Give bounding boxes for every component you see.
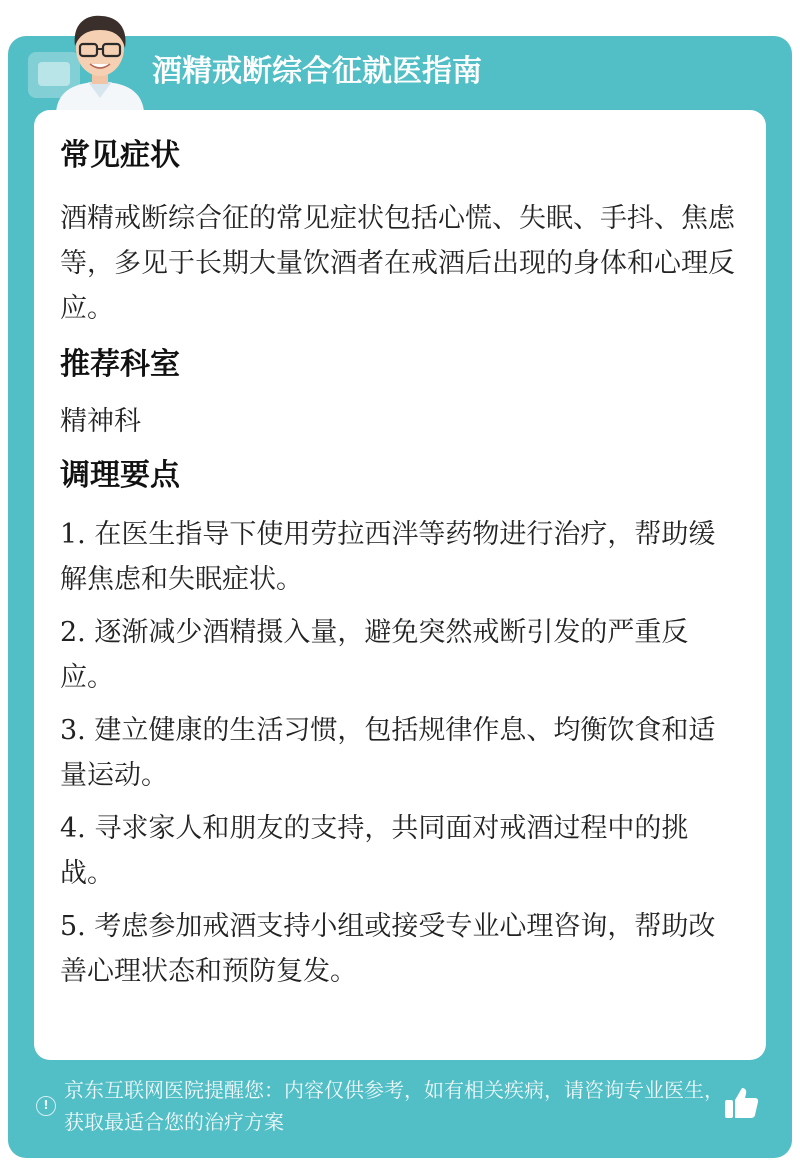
list-item [60, 806, 740, 896]
content-card [34, 110, 766, 1060]
list-item-text: 寻求家人和朋友的支持，共同面对戒酒过程中的挑战。 [60, 813, 689, 889]
symptoms-heading: 常见症状 [60, 138, 180, 173]
list-item-number: 1. [60, 519, 86, 550]
thumbs-up-icon[interactable] [722, 1084, 760, 1122]
list-item-number: 3. [60, 715, 86, 746]
page-title: 酒精戒断综合征就医指南 [152, 54, 482, 89]
list-item [60, 904, 740, 994]
care-heading: 调理要点 [60, 458, 180, 493]
list-item [60, 708, 740, 798]
list-item [60, 610, 740, 700]
list-item-number: 2. [60, 617, 86, 648]
care-list [60, 512, 740, 994]
symptoms-text: 酒精戒断综合征的常见症状包括心慌、失眠、手抖、焦虑等，多见于长期大量饮酒者在戒酒后出现的身体和心理反应。 [60, 203, 735, 324]
doctor-avatar-icon [48, 8, 152, 112]
info-icon: ! [36, 1096, 56, 1116]
list-item-text: 建立健康的生活习惯，包括规律作息、均衡饮食和适量运动。 [60, 715, 716, 791]
list-item-text: 逐渐减少酒精摄入量，避免突然戒断引发的严重反应。 [60, 617, 689, 693]
department-text: 精神科 [60, 406, 141, 437]
list-item-number: 4. [60, 813, 86, 844]
list-item [60, 512, 740, 602]
disclaimer-footer [36, 1074, 736, 1138]
disclaimer-text: 京东互联网医院提醒您：内容仅供参考，如有相关疾病，请咨询专业医生，获取最适合您的治疗方案 [64, 1078, 724, 1134]
list-item-text: 考虑参加戒酒支持小组或接受专业心理咨询，帮助改善心理状态和预防复发。 [60, 911, 716, 987]
list-item-text: 在医生指导下使用劳拉西泮等药物进行治疗，帮助缓解焦虑和失眠症状。 [60, 519, 716, 595]
list-item-number: 5. [60, 911, 86, 942]
department-heading: 推荐科室 [60, 347, 180, 382]
